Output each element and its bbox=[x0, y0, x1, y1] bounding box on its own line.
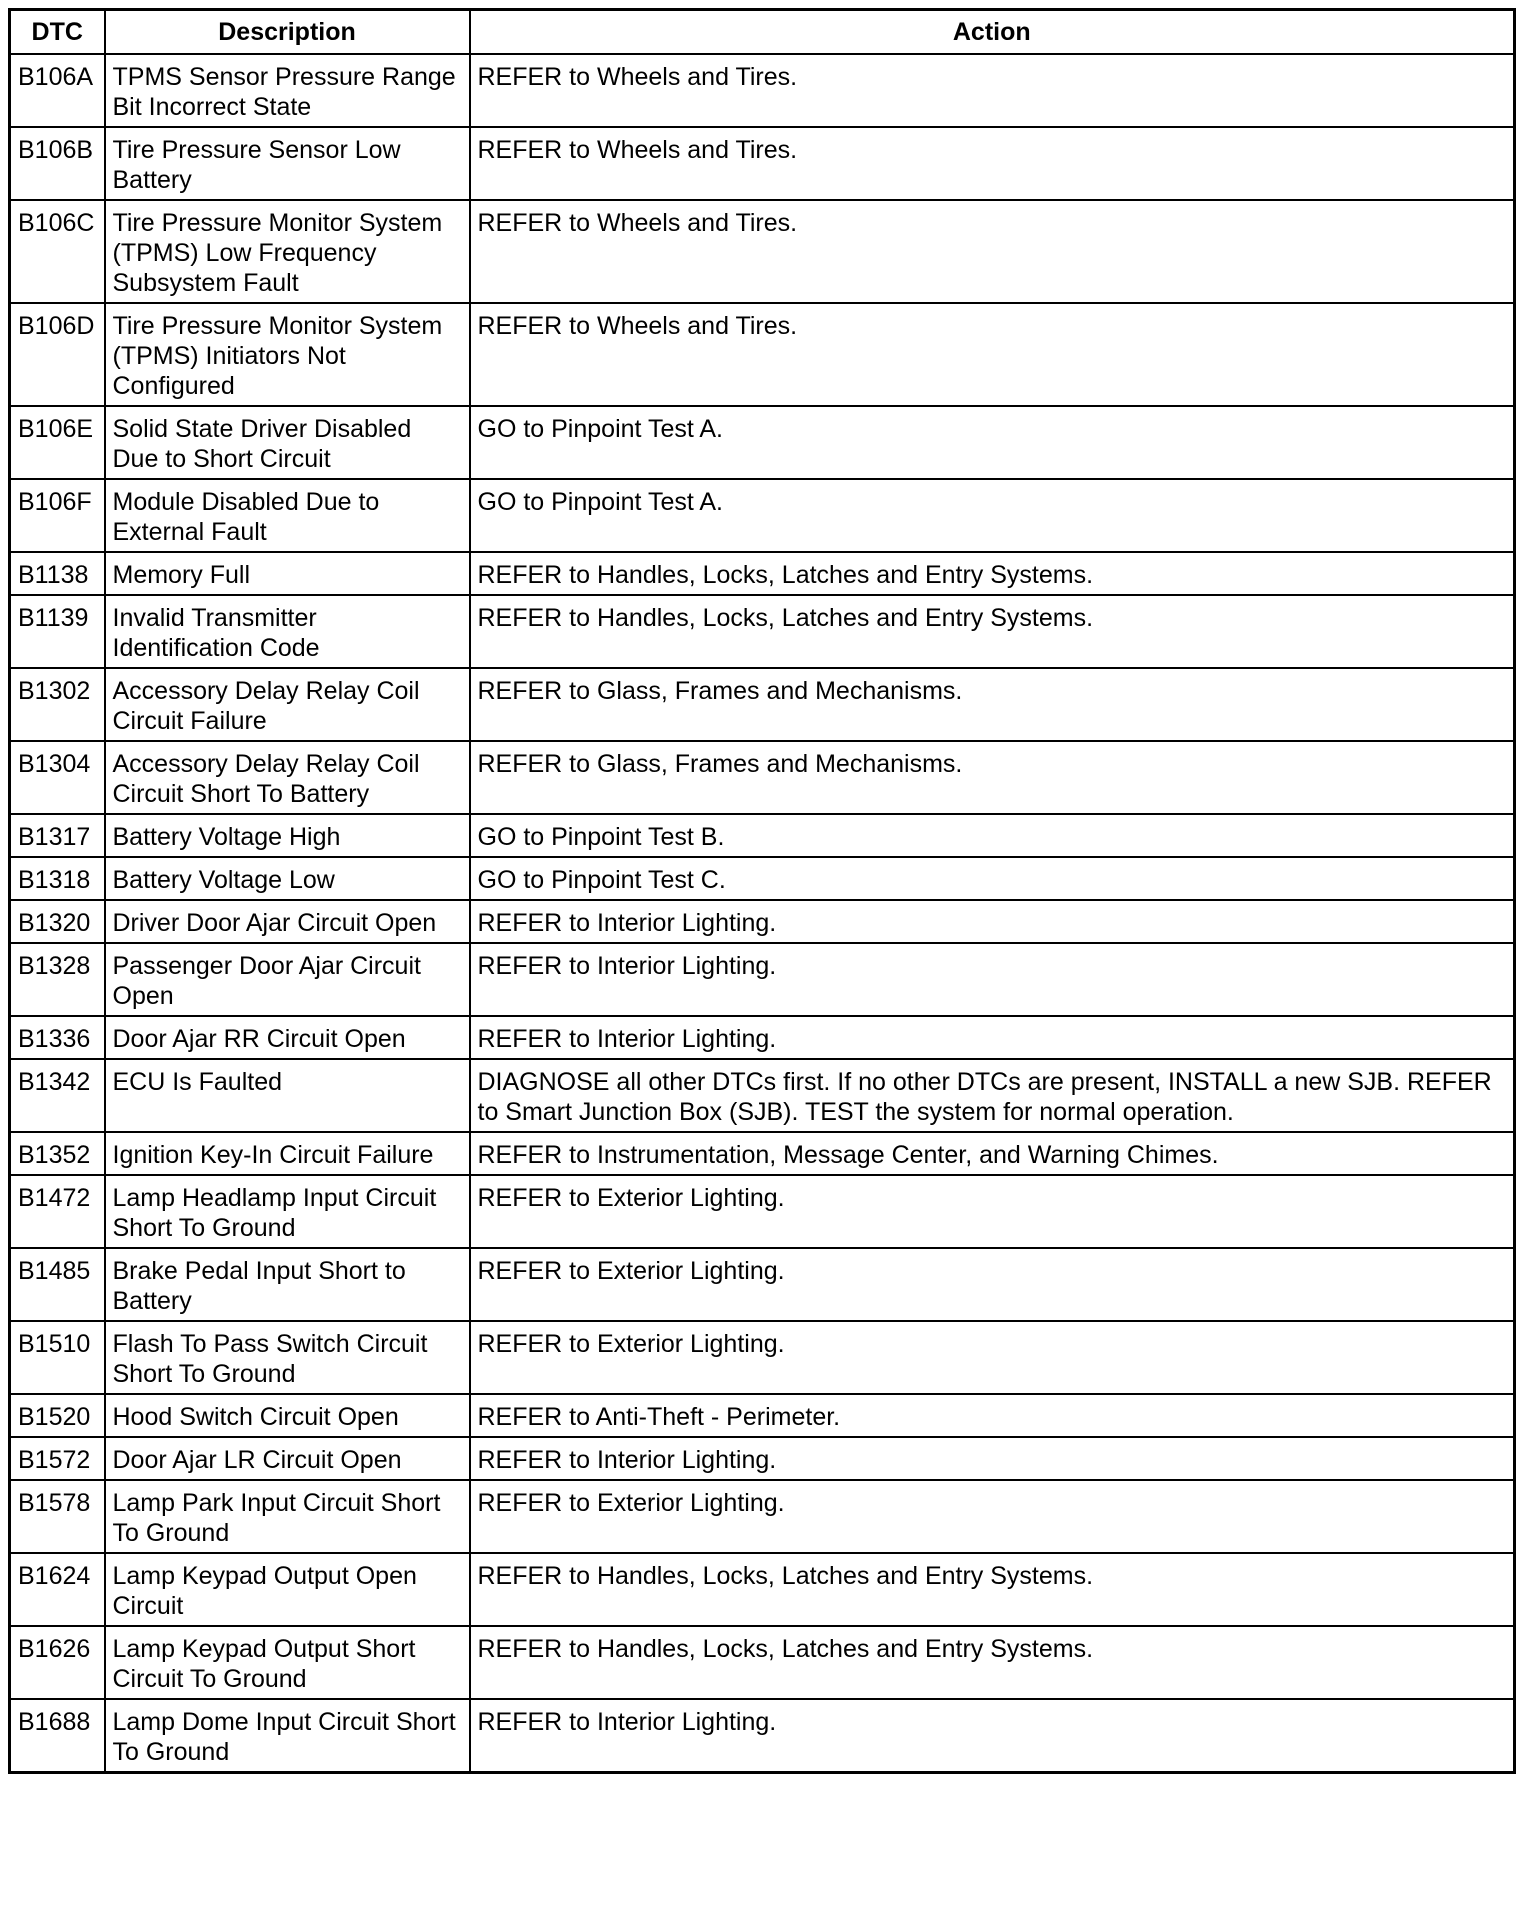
dtc-cell: B1624 bbox=[10, 1553, 105, 1626]
action-cell: REFER to Interior Lighting. bbox=[470, 1016, 1515, 1059]
dtc-table bbox=[8, 8, 1516, 1774]
dtc-cell: B1318 bbox=[10, 857, 105, 900]
table-row bbox=[10, 303, 1515, 406]
action-cell: REFER to Wheels and Tires. bbox=[470, 303, 1515, 406]
description-cell: Lamp Park Input Circuit Short To Ground bbox=[105, 1480, 470, 1553]
table-row bbox=[10, 741, 1515, 814]
description-cell: Battery Voltage High bbox=[105, 814, 470, 857]
table-row bbox=[10, 552, 1515, 595]
dtc-cell: B1317 bbox=[10, 814, 105, 857]
table-row bbox=[10, 1321, 1515, 1394]
action-cell: REFER to Handles, Locks, Latches and Entry Systems. bbox=[470, 1626, 1515, 1699]
action-cell: REFER to Handles, Locks, Latches and Entry Systems. bbox=[470, 595, 1515, 668]
table-row bbox=[10, 1248, 1515, 1321]
table-row bbox=[10, 200, 1515, 303]
action-cell: REFER to Interior Lighting. bbox=[470, 1699, 1515, 1773]
dtc-cell: B106E bbox=[10, 406, 105, 479]
description-cell: Lamp Dome Input Circuit Short To Ground bbox=[105, 1699, 470, 1773]
table-row bbox=[10, 668, 1515, 741]
action-cell: GO to Pinpoint Test C. bbox=[470, 857, 1515, 900]
action-cell: GO to Pinpoint Test A. bbox=[470, 479, 1515, 552]
dtc-cell: B106B bbox=[10, 127, 105, 200]
action-cell: REFER to Wheels and Tires. bbox=[470, 54, 1515, 127]
description-cell: Accessory Delay Relay Coil Circuit Short To Battery bbox=[105, 741, 470, 814]
header-row bbox=[10, 10, 1515, 55]
dtc-cell: B1352 bbox=[10, 1132, 105, 1175]
table-row bbox=[10, 814, 1515, 857]
table-row bbox=[10, 943, 1515, 1016]
description-cell: Accessory Delay Relay Coil Circuit Failure bbox=[105, 668, 470, 741]
table-row bbox=[10, 1016, 1515, 1059]
action-cell: REFER to Instrumentation, Message Center, and Warning Chimes. bbox=[470, 1132, 1515, 1175]
dtc-cell: B1328 bbox=[10, 943, 105, 1016]
table-row bbox=[10, 1699, 1515, 1773]
action-cell: REFER to Exterior Lighting. bbox=[470, 1321, 1515, 1394]
description-cell: TPMS Sensor Pressure Range Bit Incorrect State bbox=[105, 54, 470, 127]
description-cell: Passenger Door Ajar Circuit Open bbox=[105, 943, 470, 1016]
table-row bbox=[10, 857, 1515, 900]
description-cell: Lamp Keypad Output Short Circuit To Ground bbox=[105, 1626, 470, 1699]
dtc-cell: B1626 bbox=[10, 1626, 105, 1699]
description-cell: Lamp Headlamp Input Circuit Short To Ground bbox=[105, 1175, 470, 1248]
table-row bbox=[10, 1437, 1515, 1480]
description-cell: Lamp Keypad Output Open Circuit bbox=[105, 1553, 470, 1626]
table-row bbox=[10, 127, 1515, 200]
description-cell: Memory Full bbox=[105, 552, 470, 595]
header-dtc: DTC bbox=[10, 10, 105, 55]
description-cell: Driver Door Ajar Circuit Open bbox=[105, 900, 470, 943]
header-action: Action bbox=[470, 10, 1515, 55]
table-row bbox=[10, 1059, 1515, 1132]
description-cell: Battery Voltage Low bbox=[105, 857, 470, 900]
description-cell: Tire Pressure Monitor System (TPMS) Initiators Not Configured bbox=[105, 303, 470, 406]
table-row bbox=[10, 1132, 1515, 1175]
dtc-cell: B1485 bbox=[10, 1248, 105, 1321]
description-cell: ECU Is Faulted bbox=[105, 1059, 470, 1132]
description-cell: Module Disabled Due to External Fault bbox=[105, 479, 470, 552]
action-cell: REFER to Handles, Locks, Latches and Entry Systems. bbox=[470, 552, 1515, 595]
dtc-cell: B106A bbox=[10, 54, 105, 127]
dtc-cell: B1510 bbox=[10, 1321, 105, 1394]
dtc-cell: B1304 bbox=[10, 741, 105, 814]
description-cell: Tire Pressure Sensor Low Battery bbox=[105, 127, 470, 200]
action-cell: DIAGNOSE all other DTCs first. If no other DTCs are present, INSTALL a new SJB. REFER to Smart Junction Box (SJB). TEST the system for normal operation. bbox=[470, 1059, 1515, 1132]
dtc-cell: B1572 bbox=[10, 1437, 105, 1480]
dtc-cell: B1472 bbox=[10, 1175, 105, 1248]
table-row bbox=[10, 1175, 1515, 1248]
dtc-cell: B1139 bbox=[10, 595, 105, 668]
dtc-cell: B1138 bbox=[10, 552, 105, 595]
description-cell: Flash To Pass Switch Circuit Short To Ground bbox=[105, 1321, 470, 1394]
action-cell: REFER to Glass, Frames and Mechanisms. bbox=[470, 741, 1515, 814]
dtc-cell: B1578 bbox=[10, 1480, 105, 1553]
action-cell: REFER to Exterior Lighting. bbox=[470, 1175, 1515, 1248]
description-cell: Ignition Key-In Circuit Failure bbox=[105, 1132, 470, 1175]
description-cell: Door Ajar RR Circuit Open bbox=[105, 1016, 470, 1059]
action-cell: REFER to Wheels and Tires. bbox=[470, 127, 1515, 200]
table-header bbox=[10, 10, 1515, 55]
dtc-cell: B1342 bbox=[10, 1059, 105, 1132]
description-cell: Brake Pedal Input Short to Battery bbox=[105, 1248, 470, 1321]
dtc-table-container bbox=[8, 8, 1516, 1774]
action-cell: REFER to Glass, Frames and Mechanisms. bbox=[470, 668, 1515, 741]
dtc-cell: B1302 bbox=[10, 668, 105, 741]
action-cell: REFER to Handles, Locks, Latches and Entry Systems. bbox=[470, 1553, 1515, 1626]
dtc-cell: B1320 bbox=[10, 900, 105, 943]
table-row bbox=[10, 1553, 1515, 1626]
table-row bbox=[10, 479, 1515, 552]
table-row bbox=[10, 1626, 1515, 1699]
table-row bbox=[10, 54, 1515, 127]
action-cell: REFER to Interior Lighting. bbox=[470, 1437, 1515, 1480]
dtc-cell: B106D bbox=[10, 303, 105, 406]
description-cell: Solid State Driver Disabled Due to Short Circuit bbox=[105, 406, 470, 479]
table-row bbox=[10, 900, 1515, 943]
description-cell: Tire Pressure Monitor System (TPMS) Low Frequency Subsystem Fault bbox=[105, 200, 470, 303]
action-cell: REFER to Wheels and Tires. bbox=[470, 200, 1515, 303]
action-cell: REFER to Exterior Lighting. bbox=[470, 1480, 1515, 1553]
action-cell: REFER to Exterior Lighting. bbox=[470, 1248, 1515, 1321]
action-cell: REFER to Interior Lighting. bbox=[470, 900, 1515, 943]
dtc-cell: B106C bbox=[10, 200, 105, 303]
dtc-cell: B106F bbox=[10, 479, 105, 552]
action-cell: REFER to Anti-Theft - Perimeter. bbox=[470, 1394, 1515, 1437]
action-cell: GO to Pinpoint Test A. bbox=[470, 406, 1515, 479]
action-cell: GO to Pinpoint Test B. bbox=[470, 814, 1515, 857]
table-row bbox=[10, 1480, 1515, 1553]
dtc-cell: B1520 bbox=[10, 1394, 105, 1437]
table-row bbox=[10, 406, 1515, 479]
table-row bbox=[10, 595, 1515, 668]
description-cell: Door Ajar LR Circuit Open bbox=[105, 1437, 470, 1480]
table-row bbox=[10, 1394, 1515, 1437]
dtc-cell: B1336 bbox=[10, 1016, 105, 1059]
dtc-cell: B1688 bbox=[10, 1699, 105, 1773]
header-description: Description bbox=[105, 10, 470, 55]
table-body bbox=[10, 54, 1515, 1773]
description-cell: Invalid Transmitter Identification Code bbox=[105, 595, 470, 668]
description-cell: Hood Switch Circuit Open bbox=[105, 1394, 470, 1437]
action-cell: REFER to Interior Lighting. bbox=[470, 943, 1515, 1016]
